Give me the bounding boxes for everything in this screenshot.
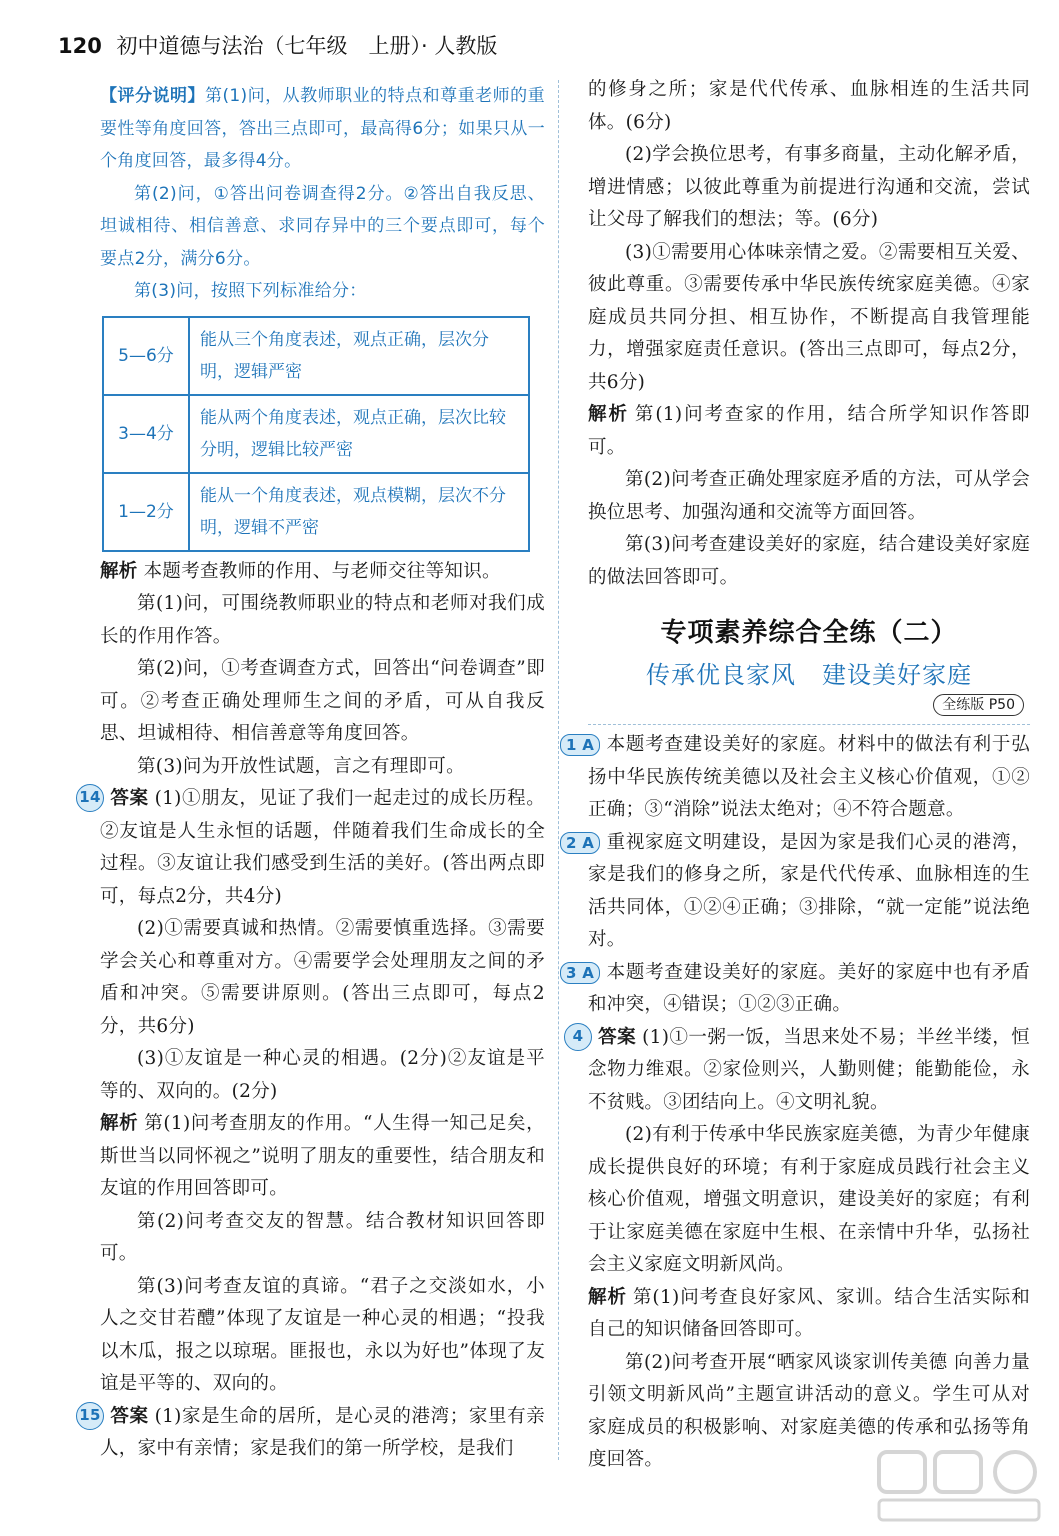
analysis-label: 解析	[588, 1286, 627, 1308]
q4-analysis-1	[588, 1282, 1030, 1347]
q15-analysis-3: 第(3)问考查建设美好的家庭，结合建设美好家庭的做法回答即可。	[588, 534, 1030, 588]
q15-analysis-2: 第(2)问考查正确处理家庭矛盾的方法，可从学会换位思考、加强沟通和交流等方面回答。	[588, 469, 1030, 523]
book-title: 初中道德与法治（七年级 上册）· 人教版	[116, 34, 498, 58]
analysis-label: 解析	[100, 560, 138, 582]
page-number: 120	[58, 34, 102, 58]
item-2-text: 重视家庭文明建设，是因为家是我们心灵的港湾，家是我们的修身之所，家是代代传承、血脉相连的生活共同体，①②④正确；③排除，“就一定能”说法绝对。	[588, 831, 1030, 950]
section-separator	[588, 724, 1030, 725]
scoring-note	[100, 80, 545, 552]
q14-analysis-3: 第(3)问考查友谊的真谛。“君子之交淡如水，小人之交甘若醴”体现了友谊是一种心灵的相遇；“投我以木瓜，报之以琼琚。匪报也，永以为好也”体现了友谊是平等的、双向的。	[100, 1275, 545, 1394]
analysis13-p1: 第(1)问，可围绕教师职业的特点和老师对我们成长的作用作答。	[100, 593, 545, 647]
answer-label: 答案	[598, 1026, 637, 1048]
score-table	[102, 316, 530, 552]
q14-analysis-2: 第(2)问考查交友的智慧。结合教材知识回答即可。	[100, 1210, 545, 1264]
scoring-note-p2: 第(2)问，①答出问卷调查得2分。②答出自我反思、坦诚相待、相信善意、求同存异中的三个要点即可，每个要点2分，满分6分。	[100, 183, 545, 269]
scoring-note-p3: 第(3)问，按照下列标准给分：	[134, 281, 367, 301]
q14-an1-text: 第(1)问考查朋友的作用。“人生得一知己足矣，斯世当以同怀视之”说明了朋友的重要性，结合朋友和友谊的作用回答即可。	[100, 1113, 545, 1199]
answer-tag: 1 A	[560, 734, 600, 756]
score-desc: 能从三个角度表述，观点正确，层次分明，逻辑严密	[189, 317, 529, 395]
section-title: 专项素养综合全练（二）	[660, 618, 958, 648]
analysis13-intro	[100, 556, 545, 589]
q14-answer-2: (2)①需要真诚和热情。②需要慎重选择。③需要学会关心和尊重对方。④需要学会处理朋友之间的矛盾和冲突。⑤需要讲原则。(答出三点即可，每点2分，共6分)	[100, 918, 545, 1037]
score-level: 1—2分	[103, 473, 189, 551]
q4-answer-1	[572, 1022, 1030, 1120]
q15-answer-2: (2)学会换位思考，有事多商量，主动化解矛盾，增进情感；以彼此尊重为前提进行沟通和交流，尝试让父母了解我们的想法；等。(6分)	[588, 144, 1030, 230]
analysis13-p2: 第(2)问，①考查调查方式，回答出“问卷调查”即可。②考查正确处理师生之间的矛盾，可从自我反思、坦诚相待、相信善意等角度回答。	[100, 658, 545, 744]
answer-label: 答案	[110, 788, 149, 809]
column-divider	[558, 80, 559, 1460]
section-subtitle-2: 建设美好家庭	[822, 661, 972, 689]
section-subtitle	[588, 655, 1030, 690]
score-desc: 能从两个角度表述，观点正确，层次比较分明，逻辑比较严密	[189, 395, 529, 473]
answer-label: 答案	[110, 1405, 149, 1427]
scoring-note-p1	[100, 80, 545, 178]
answer-tag: 3 A	[560, 962, 600, 984]
analysis13-intro-text: 本题考查教师的作用、与老师交往等知识。	[143, 560, 501, 582]
q4-answer-2: (2)有利于传承中华民族家庭美德，为青少年健康成长提供良好的环境；有利于家庭成员践行社会主义核心价值观，增强文明意识，建设美好的家庭；有利于让家庭美德在家庭中生根、在亲情中升华，弘扬社会主义家庭文明新风尚。	[588, 1124, 1030, 1275]
score-level: 5—6分	[103, 317, 189, 395]
badge-row	[588, 694, 1024, 716]
question-number-badge: 14	[76, 784, 104, 812]
answer-tag: 2 A	[560, 832, 600, 854]
q15-analysis-1	[588, 399, 1030, 464]
score-row	[103, 395, 529, 473]
q14-a1-text: (1)①朋友，见证了我们一起走过的成长历程。②友谊是人生永恒的话题，伴随着我们生命成长的全过程。③友谊让我们感受到生活的美好。(答出两点即可，每点2分，共4分)	[100, 788, 545, 907]
right-column	[566, 74, 1030, 1477]
scoring-note-label: 【评分说明】	[100, 86, 205, 106]
item-1	[566, 729, 1030, 827]
item-3-text: 本题考查建设美好的家庭。美好的家庭中也有矛盾和冲突，④错误；①②③正确。	[588, 961, 1030, 1015]
section-subtitle-1: 传承优良家风	[646, 661, 796, 689]
page-reference-badge: 全练版 P50	[933, 694, 1024, 716]
watermark-logo	[875, 1446, 1045, 1526]
score-desc: 能从一个角度表述，观点模糊，层次不分明，逻辑不严密	[189, 473, 529, 551]
score-row	[103, 473, 529, 551]
item-1-text: 本题考查建设美好的家庭。材料中的做法有利于弘扬中华民族传统美德以及社会主义核心价值观，①②正确；③“消除”说法太绝对；④不符合题意。	[588, 734, 1030, 820]
q14-analysis-1	[100, 1108, 545, 1206]
q4-an1-text: 第(1)问考查良好家风、家训。结合生活实际和自己的知识储备回答即可。	[588, 1286, 1030, 1340]
scoring-note-text1: 第(1)问，从教师职业的特点和尊重老师的重要性等角度回答，答出三点即可，最高得6分；如果只从一个角度回答，最多得4分。	[100, 86, 545, 171]
score-level: 3—4分	[103, 395, 189, 473]
q15-answer-3: (3)①需要用心体味亲情之爱。②需要相互关爱、彼此尊重。③需要传承中华民族传统家庭美德。④家庭成员共同分担、相互协作，不断提高自我管理能力，增强家庭责任意识。(答出三点即可，每点2分，共6分)	[588, 241, 1030, 393]
q14-answer-3: (3)①友谊是一种心灵的相遇。(2分)②友谊是平等的、双向的。(2分)	[100, 1048, 545, 1102]
question-number-badge: 15	[76, 1402, 104, 1430]
q14-answer-1	[79, 783, 545, 913]
q4-analysis-2: 第(2)问考查开展“晒家风谈家训传美德 向善力量引领文明新风尚”主题宣讲活动的意义。学生可从对家庭成员的积极影响、对家庭美德的传承和弘扬等角度回答。	[588, 1351, 1030, 1470]
q4-a1-text: (1)①一粥一饭，当思来处不易；半丝半缕，恒念物力维艰。②家俭则兴，人勤则健；能勤能俭，永不贫贱。③团结向上。④文明礼貌。	[588, 1026, 1030, 1113]
analysis13-p3: 第(3)问为开放性试题，言之有理即可。	[137, 755, 465, 777]
left-column	[79, 80, 545, 1466]
page-header	[58, 30, 497, 60]
item-3	[566, 957, 1030, 1022]
score-row	[103, 317, 529, 395]
analysis-label: 解析	[100, 1113, 139, 1134]
q15-an1-text: 第(1)问考查家的作用，结合所学知识作答即可。	[588, 404, 1030, 458]
q15-answer-1	[79, 1401, 545, 1466]
question-number-badge: 4	[564, 1023, 592, 1051]
q15-a1-text: (1)家是生命的居所，是心灵的港湾；家里有亲人，家中有亲情；家是我们的第一所学校，是我们	[100, 1405, 545, 1459]
q15-answer-1-cont: 的修身之所；家是代代传承、血脉相连的生活共同体。(6分)	[588, 79, 1030, 133]
item-2	[566, 827, 1030, 957]
analysis-label: 解析	[588, 404, 629, 425]
